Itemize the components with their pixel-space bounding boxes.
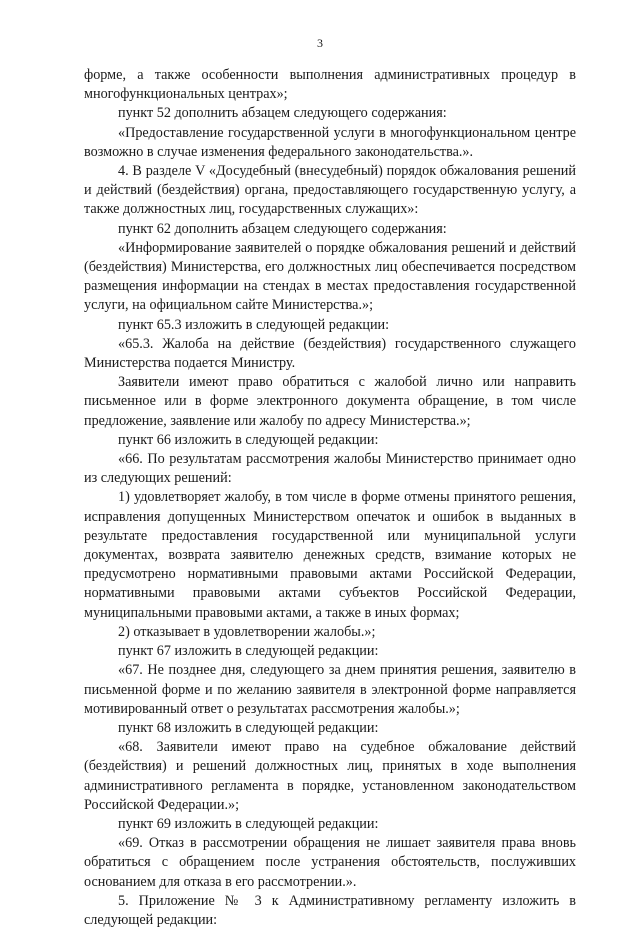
paragraph: пункт 68 изложить в следующей редакции:	[118, 719, 379, 736]
paragraph: пункт 69 изложить в следующей редакции:	[118, 815, 379, 832]
paragraph: «Предоставление государственной услуги в многофункциональном центре возможно в случае изменения федерального законодательства.».	[84, 124, 576, 160]
paragraph: пункт 65.3 изложить в следующей редакции:	[118, 316, 390, 333]
paragraph: форме, а также особенности выполнения административных процедур в многофункциональных центрах»;	[84, 67, 576, 103]
paragraph: «66. По результатам рассмотрения жалобы Министерство принимает одно из следующих решений:	[84, 451, 576, 487]
paragraph: 2) отказывает в удовлетворении жалобы.»;	[118, 623, 376, 640]
paragraph: пункт 67 изложить в следующей редакции:	[118, 643, 379, 660]
paragraph: «67. Не позднее дня, следующего за днем принятия решения, заявителю в письменной форме и по желанию заявителя в электронной форме направляется мотивированный ответ о результатах рассмотрения жалобы.»;	[84, 662, 576, 717]
page-number: 3	[317, 36, 323, 50]
paragraph: пункт 66 изложить в следующей редакции:	[118, 431, 379, 448]
document-body	[84, 66, 576, 930]
paragraph: 1) удовлетворяет жалобу, в том числе в форме отмены принятого решения, исправления допущенных Министерством опечаток и ошибок в выданных в результате предоставления государственной или муниципальной услуги документах, возврата заявителю денежных средств, взимание которых не предусмотрено нормативными правовыми актами Российской Федерации, нормативными правовыми актами субъектов Российской Федерации, муниципальными правовыми актами, а также в иных формах;	[84, 489, 576, 621]
paragraph: «68. Заявители имеют право на судебное обжалование действий (бездействия) и решений должностных лиц, принятых в ходе выполнения административного регламента в порядке, установленном законодательством Российской Федерации.»;	[84, 739, 576, 813]
paragraph: пункт 62 дополнить абзацем следующего содержания:	[118, 220, 447, 237]
paragraph: 4. В разделе V «Досудебный (внесудебный) порядок обжалования решений и действий (бездействия) органа, предоставляющего государственную услугу, а также должностных лиц, государственных служащих»:	[84, 163, 576, 218]
paragraph: «69. Отказ в рассмотрении обращения не лишает заявителя права вновь обратиться с обращением после устранения обстоятельств, послуживших основанием для отказа в его рассмотрении.».	[84, 835, 576, 890]
paragraph: пункт 52 дополнить абзацем следующего содержания:	[118, 105, 447, 122]
paragraph: «65.3. Жалоба на действие (бездействия) государственного служащего Министерства подается Министру.	[84, 335, 576, 372]
paragraph: Заявители имеют право обратиться с жалобой лично или направить письменное или в форме электронного документа обращение, в том числе предложение, заявление или жалобу по адресу Министерства.»;	[84, 374, 576, 429]
paragraph: 5. Приложение № 3 к Административному регламенту изложить в следующей редакции:	[84, 892, 576, 928]
paragraph: «Информирование заявителей о порядке обжалования решений и действий (бездействия) Министерства, его должностных лиц обеспечивается посредством размещения информации на стендах в местах предоставления государственной услуги, на официальном сайте Министерства.»;	[84, 239, 576, 314]
